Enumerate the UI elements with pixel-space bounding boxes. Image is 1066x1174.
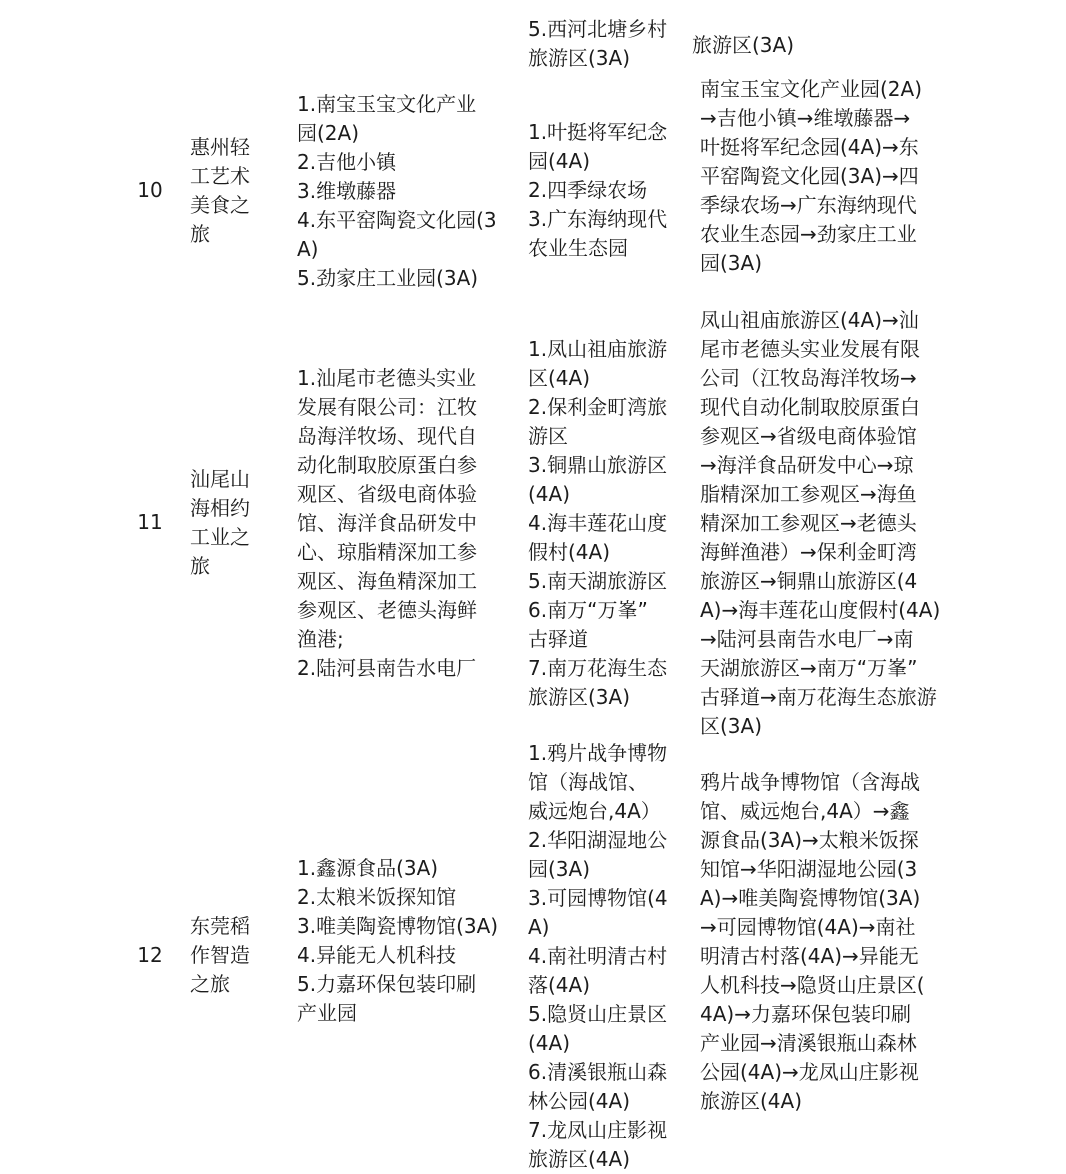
theme-line: 东莞稻	[190, 914, 250, 938]
route-line: 季绿农场→广东海纳现代	[700, 193, 917, 217]
industrial-sites	[297, 854, 517, 1028]
site-line: 渔港;	[297, 627, 344, 651]
route-line: 旅游区(4A)	[700, 1089, 803, 1113]
route-line: 海鲜渔港）→保利金町湾	[700, 540, 917, 564]
theme-line: 旅	[190, 222, 210, 246]
industrial-sites	[297, 364, 517, 683]
fragment-line: 5.西河北塘乡村	[528, 17, 668, 41]
spot-line: 威远炮台,4A）	[528, 799, 661, 823]
route-line: 公园(4A)→龙凤山庄影视	[700, 1060, 919, 1084]
scenic-spots	[528, 118, 688, 263]
route-line: A)→唯美陶瓷博物馆(3A)	[700, 886, 921, 910]
spot-line: 1.鸦片战争博物	[528, 741, 668, 765]
site-line: 岛海洋牧场、现代自	[297, 424, 477, 448]
spot-line: 旅游区(3A)	[528, 685, 631, 709]
route-line: →陆河县南告水电厂→南	[700, 627, 914, 651]
fragment-line: 旅游区(3A)	[692, 33, 795, 57]
spot-line: (4A)	[528, 1031, 571, 1055]
route-line: 尾市老德头实业发展有限	[700, 337, 920, 361]
route-line: A)→海丰莲花山度假村(4A)	[700, 598, 941, 622]
spot-line: 园(3A)	[528, 857, 591, 881]
route-line: 区(3A)	[700, 714, 763, 738]
site-line: 1.汕尾市老德头实业	[297, 366, 477, 390]
theme-line: 惠州轻	[190, 135, 250, 159]
site-line: 3.维墩藤器	[297, 179, 397, 203]
row-number: 12	[137, 943, 163, 967]
route-theme	[190, 912, 268, 999]
spot-line: 1.叶挺将军纪念	[528, 120, 668, 144]
scenic-spots	[528, 335, 688, 712]
spot-line: 3.可园博物馆(4	[528, 886, 668, 910]
route-sequence	[700, 306, 956, 741]
site-line: 1.鑫源食品(3A)	[297, 856, 439, 880]
site-line: 观区、海鱼精深加工	[297, 569, 477, 593]
site-line: 产业园	[297, 1001, 357, 1025]
route-line: 精深加工参观区→老德头	[700, 511, 917, 535]
spot-line: (4A)	[528, 482, 571, 506]
route-line: 脂精深加工参观区→海鱼	[700, 482, 917, 506]
site-line: 5.劲家庄工业园(3A)	[297, 266, 479, 290]
site-line: A)	[297, 237, 319, 261]
site-line: 5.力嘉环保包装印刷	[297, 972, 477, 996]
spot-line: 2.保利金町湾旅	[528, 395, 668, 419]
spot-line: 4.海丰莲花山度	[528, 511, 668, 535]
route-line: 叶挺将军纪念园(4A)→东	[700, 135, 919, 159]
site-line: 3.唯美陶瓷博物馆(3A)	[297, 914, 499, 938]
site-line: 发展有限公司：江牧	[297, 395, 477, 419]
fragment-stops	[528, 15, 688, 73]
spot-line: 3.铜鼎山旅游区	[528, 453, 668, 477]
spot-line: 2.四季绿农场	[528, 178, 648, 202]
site-line: 观区、省级电商体验	[297, 482, 477, 506]
spot-line: 旅游区(4A)	[528, 1147, 631, 1171]
site-line: 动化制取胶原蛋白参	[297, 453, 477, 477]
route-line: →可园博物馆(4A)→南社	[700, 915, 916, 939]
spot-line: 游区	[528, 424, 568, 448]
site-line: 心、琼脂精深加工参	[297, 540, 477, 564]
site-line: 园(2A)	[297, 121, 360, 145]
spot-line: 农业生态园	[528, 236, 628, 260]
site-line: 2.陆河县南告水电厂	[297, 656, 477, 680]
route-line: 参观区→省级电商体验馆	[700, 424, 917, 448]
theme-line: 之旅	[190, 972, 230, 996]
route-line: 鸦片战争博物馆（含海战	[700, 770, 920, 794]
row-number: 11	[137, 510, 163, 534]
theme-line: 作智造	[190, 943, 250, 967]
theme-line: 工艺术	[190, 164, 250, 188]
theme-line: 美食之	[190, 193, 250, 217]
site-line: 4.异能无人机科技	[297, 943, 457, 967]
route-line: 知馆→华阳湖湿地公园(3	[700, 857, 918, 881]
route-sequence	[700, 768, 956, 1116]
route-line: 南宝玉宝文化产业园(2A)	[700, 77, 923, 101]
spot-line: A)	[528, 915, 550, 939]
route-line: →海洋食品研发中心→琼	[700, 453, 914, 477]
spot-line: 落(4A)	[528, 973, 591, 997]
route-line: 古驿道→南万花海生态旅游	[700, 685, 937, 709]
site-line: 参观区、老德头海鲜	[297, 598, 477, 622]
theme-line: 海相约	[190, 496, 250, 520]
spot-line: 古驿道	[528, 627, 588, 651]
route-theme	[190, 465, 268, 581]
route-line: 馆、威远炮台,4A）→鑫	[700, 799, 910, 823]
route-line: 农业生态园→劲家庄工业	[700, 222, 917, 246]
spot-line: 3.广东海纳现代	[528, 207, 668, 231]
spot-line: 4.南社明清古村	[528, 944, 668, 968]
spot-line: 区(4A)	[528, 366, 591, 390]
spot-line: 林公园(4A)	[528, 1089, 631, 1113]
spot-line: 6.南万“万峯”	[528, 598, 648, 622]
route-line: 旅游区→铜鼎山旅游区(4	[700, 569, 918, 593]
route-line: 公司（江牧岛海洋牧场→	[700, 366, 917, 390]
spot-line: 1.凤山祖庙旅游	[528, 337, 668, 361]
spot-line: 5.隐贤山庄景区	[528, 1002, 668, 1026]
spot-line: 2.华阳湖湿地公	[528, 828, 668, 852]
route-line: →吉他小镇→维墩藤器→	[700, 106, 911, 130]
route-line: 园(3A)	[700, 251, 763, 275]
site-line: 2.太粮米饭探知馆	[297, 885, 457, 909]
site-line: 馆、海洋食品研发中	[297, 511, 477, 535]
row-number: 10	[137, 178, 163, 202]
route-line: 天湖旅游区→南万“万峯”	[700, 656, 918, 680]
site-line: 4.东平窑陶瓷文化园(3	[297, 208, 497, 232]
site-line: 1.南宝玉宝文化产业	[297, 92, 477, 116]
theme-line: 旅	[190, 554, 210, 578]
route-theme	[190, 133, 268, 249]
route-line: 平窑陶瓷文化园(3A)→四	[700, 164, 919, 188]
theme-line: 汕尾山	[190, 467, 250, 491]
spot-line: 假村(4A)	[528, 540, 611, 564]
spot-line: 6.清溪银瓶山森	[528, 1060, 668, 1084]
theme-line: 工业之	[190, 525, 250, 549]
spot-line: 园(4A)	[528, 149, 591, 173]
industrial-sites	[297, 90, 517, 293]
route-line: 凤山祖庙旅游区(4A)→汕	[700, 308, 919, 332]
spot-line: 7.南万花海生态	[528, 656, 668, 680]
spot-line: 7.龙凤山庄影视	[528, 1118, 668, 1142]
site-line: 2.吉他小镇	[297, 150, 397, 174]
route-line: 产业园→清溪银瓶山森林	[700, 1031, 917, 1055]
route-line: 源食品(3A)→太粮米饭探	[700, 828, 919, 852]
route-line: 明清古村落(4A)→异能无	[700, 944, 919, 968]
route-line: 现代自动化制取胶原蛋白	[700, 395, 920, 419]
scenic-spots	[528, 739, 688, 1174]
route-sequence	[700, 75, 956, 278]
fragment-route	[692, 31, 948, 60]
spot-line: 5.南天湖旅游区	[528, 569, 668, 593]
fragment-line: 旅游区(3A)	[528, 46, 631, 70]
spot-line: 馆（海战馆、	[528, 770, 648, 794]
route-line: 人机科技→隐贤山庄景区(	[700, 973, 925, 997]
route-line: 4A)→力嘉环保包装印刷	[700, 1002, 911, 1026]
